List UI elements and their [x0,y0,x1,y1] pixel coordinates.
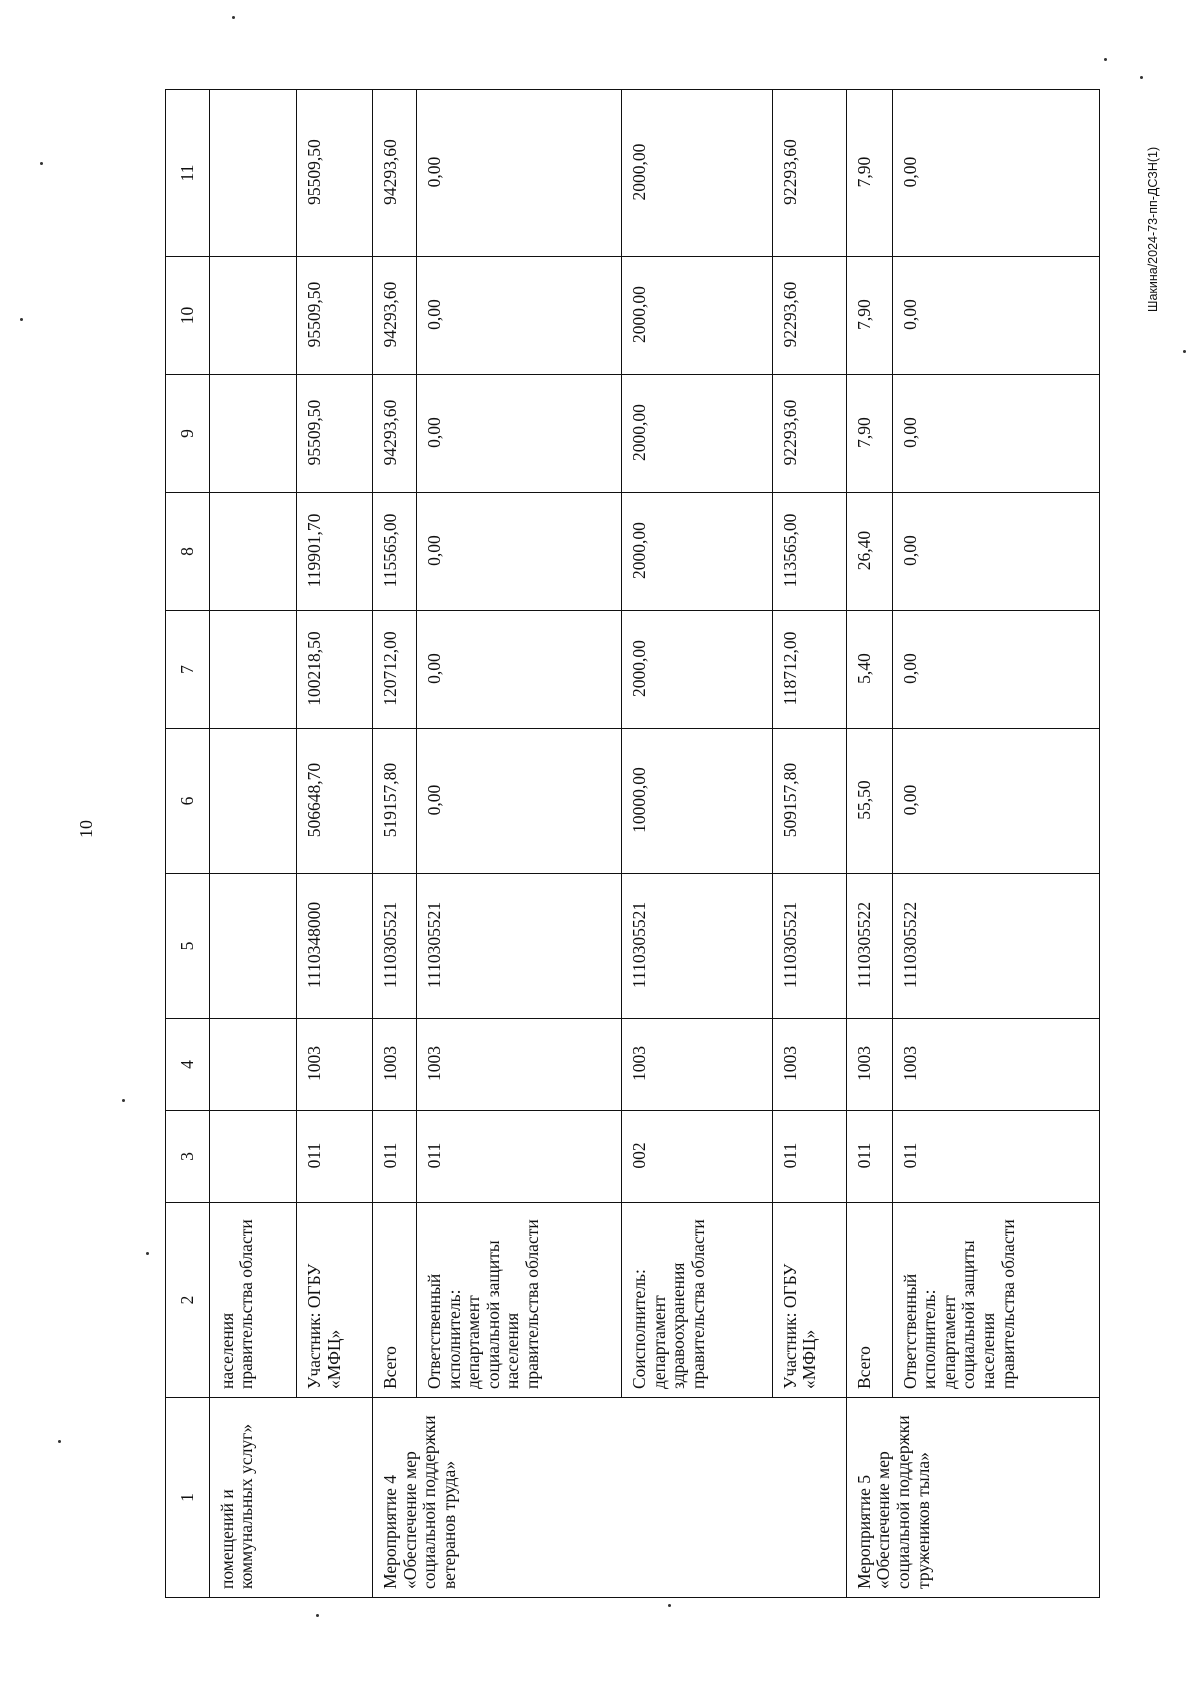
value-cell: 0,00 [892,729,1099,874]
code-cell: 1110348000 [296,874,372,1019]
code-cell: 011 [373,1111,417,1203]
participant-cell: Всего [846,1203,892,1398]
value-cell: 120712,00 [373,611,417,729]
participant-cell: населения правительства области [209,1203,296,1398]
column-header: 2 [166,1203,210,1398]
value-cell: 7,90 [846,375,892,493]
rotated-table-container [165,90,1100,1598]
table-row [373,90,417,1598]
value-cell: 92293,60 [772,257,846,375]
value-cell: 95509,50 [296,90,372,257]
value-cell: 0,00 [416,493,621,611]
code-cell: 1003 [296,1019,372,1111]
code-cell: 002 [622,1111,773,1203]
table-row [846,90,892,1598]
code-cell: 011 [296,1111,372,1203]
code-cell: 1110305522 [892,874,1099,1019]
event-name-cell: Мероприятие 5 «Обеспечение мер социальной поддержки тружеников тыла» [846,1398,1099,1598]
code-cell: 1003 [373,1019,417,1111]
value-cell: 92293,60 [772,90,846,257]
scan-speck [122,1099,125,1102]
value-cell: 2000,00 [622,375,773,493]
code-cell: 1003 [846,1019,892,1111]
column-header: 11 [166,90,210,257]
code-cell: 1110305521 [772,874,846,1019]
value-cell: 2000,00 [622,90,773,257]
value-cell: 509157,80 [772,729,846,874]
column-header: 7 [166,611,210,729]
participant-cell: Ответственный исполнитель: департамент социальной защиты населения правительства области [892,1203,1099,1398]
header-row [166,90,210,1598]
document-code: Шакина/2024-73-пп-ДСЗН(1) [1146,146,1160,312]
value-cell: 118712,00 [772,611,846,729]
value-cell: 519157,80 [373,729,417,874]
column-header: 8 [166,493,210,611]
code-cell: 1110305521 [622,874,773,1019]
code-cell: 011 [846,1111,892,1203]
event-name-cell: Мероприятие 4 «Обеспечение мер социальной поддержки ветеранов труда» [373,1398,847,1598]
value-cell [209,375,296,493]
participant-cell: Участник: ОГБУ «МФЦ» [296,1203,372,1398]
code-cell: 011 [772,1111,846,1203]
column-header: 6 [166,729,210,874]
scan-speck [40,162,43,165]
value-cell: 94293,60 [373,257,417,375]
page-number: 10 [76,820,96,838]
column-header: 4 [166,1019,210,1111]
participant-cell: Участник: ОГБУ «МФЦ» [772,1203,846,1398]
column-header: 10 [166,257,210,375]
value-cell: 0,00 [892,493,1099,611]
scan-speck [1140,76,1143,79]
scan-speck [668,1604,671,1607]
table-row [209,90,296,1598]
value-cell: 119901,70 [296,493,372,611]
value-cell: 10000,00 [622,729,773,874]
value-cell: 115565,00 [373,493,417,611]
code-cell [209,1111,296,1203]
value-cell [209,90,296,257]
column-header: 9 [166,375,210,493]
event-name-cell: помещений и коммунальных услуг» [209,1398,373,1598]
value-cell: 100218,50 [296,611,372,729]
scan-speck [146,1252,149,1255]
scan-speck [1104,58,1107,61]
table-row [772,90,846,1598]
value-cell: 92293,60 [772,375,846,493]
participant-cell: Соисполнитель: департамент здравоохранения правительства области [622,1203,773,1398]
scan-speck [232,16,235,19]
code-cell: 1110305521 [416,874,621,1019]
column-header: 3 [166,1111,210,1203]
table-row [416,90,621,1598]
value-cell: 0,00 [892,375,1099,493]
value-cell: 2000,00 [622,257,773,375]
value-cell: 0,00 [892,257,1099,375]
value-cell: 94293,60 [373,375,417,493]
value-cell: 506648,70 [296,729,372,874]
participant-cell: Всего [373,1203,417,1398]
value-cell: 7,90 [846,257,892,375]
code-cell: 1003 [772,1019,846,1111]
value-cell: 5,40 [846,611,892,729]
code-cell: 1003 [622,1019,773,1111]
value-cell: 94293,60 [373,90,417,257]
value-cell: 0,00 [892,90,1099,257]
value-cell: 2000,00 [622,493,773,611]
value-cell: 7,90 [846,90,892,257]
code-cell: 1003 [416,1019,621,1111]
value-cell: 2000,00 [622,611,773,729]
value-cell [209,493,296,611]
value-cell: 26,40 [846,493,892,611]
value-cell [209,729,296,874]
code-cell: 011 [416,1111,621,1203]
scan-speck [20,318,23,321]
code-cell: 011 [892,1111,1099,1203]
value-cell: 0,00 [892,611,1099,729]
value-cell: 113565,00 [772,493,846,611]
budget-table [165,89,1100,1598]
code-cell: 1003 [892,1019,1099,1111]
code-cell: 1110305521 [373,874,417,1019]
value-cell: 0,00 [416,729,621,874]
value-cell: 0,00 [416,375,621,493]
value-cell [209,257,296,375]
scan-speck [316,1614,319,1617]
participant-cell: Ответственный исполнитель: департамент социальной защиты населения правительства области [416,1203,621,1398]
value-cell: 55,50 [846,729,892,874]
value-cell: 95509,50 [296,375,372,493]
table-row [296,90,372,1598]
value-cell: 0,00 [416,257,621,375]
code-cell: 1110305522 [846,874,892,1019]
value-cell: 95509,50 [296,257,372,375]
scan-speck [1183,350,1186,353]
table-row [892,90,1099,1598]
table-row [622,90,773,1598]
column-header: 1 [166,1398,210,1598]
value-cell [209,611,296,729]
column-header: 5 [166,874,210,1019]
value-cell: 0,00 [416,611,621,729]
code-cell [209,874,296,1019]
scan-speck [58,1440,61,1443]
value-cell: 0,00 [416,90,621,257]
code-cell [209,1019,296,1111]
